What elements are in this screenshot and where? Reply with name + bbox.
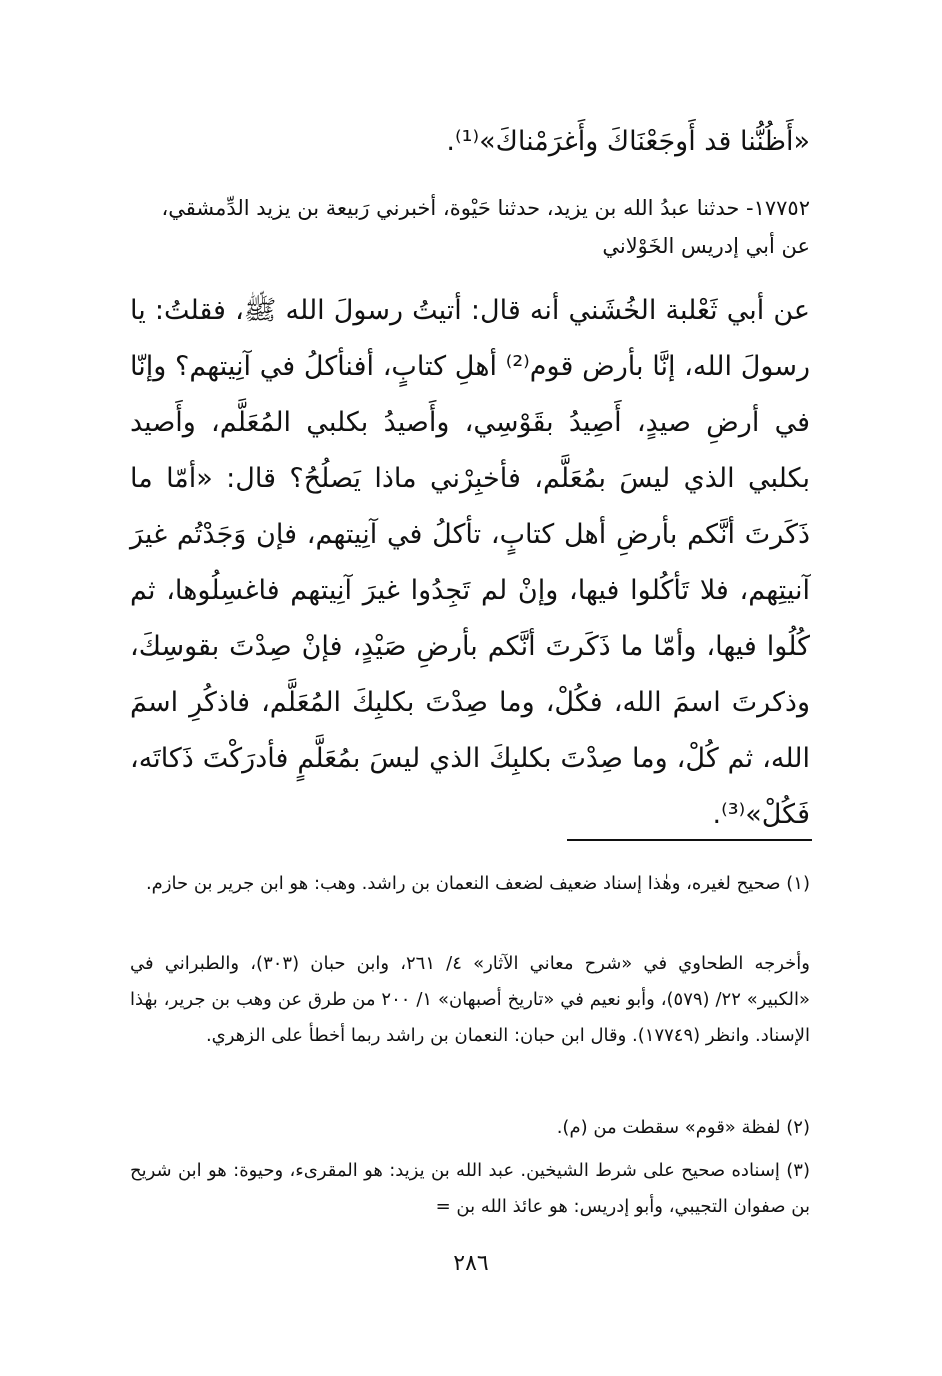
footnote-separator bbox=[567, 839, 812, 841]
hadith-isnad: ١٧٧٥٢- حدثنا عبدُ الله بن يزيد، حدثنا حَيْوة، أخبرني رَبيعة بن يزيد الدِّمشقي، عن أبي إدريس الخَوْلاني bbox=[161, 196, 810, 258]
footnote-1: (١) صحيح لغيره، وهٰذا إسناد ضعيف لضعف النعمان بن راشد. وهب: هو ابن جرير بن حازم. bbox=[145, 873, 810, 894]
footnote-2: (٢) لفظة «قوم» سقطت من (م). bbox=[556, 1117, 810, 1138]
opening-line: «أَظُنُّنا قد أَوجَعْنَاكَ وأَغرَمْناكَ»⁽¹⁾. bbox=[446, 126, 810, 157]
footnote-3: (٣) إسناده صحيح على شرط الشيخين. عبد الله بن يزيد: هو المقرىء، وحيوة: هو ابن شريح بن صفوان التجيبي، وأبو إدريس: هو عائذ الله بن = bbox=[130, 1160, 810, 1217]
page-number: ٢٨٦ bbox=[453, 1251, 489, 1276]
footnote-1-continued: وأخرجه الطحاوي في «شرح معاني الآثار» ٤/ ٢٦١، وابن حبان (٣٠٣)، والطبراني في «الكبير» ٢٢/ (٥٧٩)، وأبو نعيم في «تاريخ أصبهان» ١/ ٢٠٠ من طرق عن وهب بن جرير، بهٰذا الإسناد. وانظر (١٧٧٤٩). وقال ابن حبان: النعمان بن راشد ربما أخطأ على الزهري. bbox=[130, 953, 811, 1046]
hadith-matn: عن أبي ثَعْلبة الخُشَني أنه قال: أتيتُ رسولَ الله ﷺ، فقلتُ: يا رسولَ الله، إنَّا بأرض قوم⁽²⁾ أهلِ كتابٍ، أفنأكلُ في آنِيتهم؟ وإنّا في أرضِ صيدٍ، أَصِيدُ بقَوْسِي، وأَصيدُ بكلبي المُعَلَّم، وأَصيد بكلبي الذي ليسَ بمُعَلَّم، فأخبِرْني ماذا يَصلُحُ؟ قال: «أمّا ما ذَكَرتَ أنَّكم بأرضِ أهل كتابٍ، تأكلُ في آنِيتهم، فإن وَجَدْتُم غيرَ آنيتِهم، فلا تَأكُلوا فيها، وإنْ لم تَجِدُوا غيرَ آنِيتهم فاغسِلُوها، ثم كُلُوا فيها، وأمّا ما ذَكَرتَ أنَّكم بأرضِ صَيْدٍ، فإنْ صِدْتَ بقوسِكَ، وذكرتَ اسمَ الله، فكُلْ، وما صِدْتَ بكلبِكَ المُعَلَّم، فاذكُرِ اسمَ الله، ثم كُلْ، وما صِدْتَ بكلبِكَ الذي ليسَ بمُعَلَّمٍ فأدرَكْتَ ذَكاتَه، فَكُلْ»⁽³⁾. bbox=[130, 295, 810, 830]
